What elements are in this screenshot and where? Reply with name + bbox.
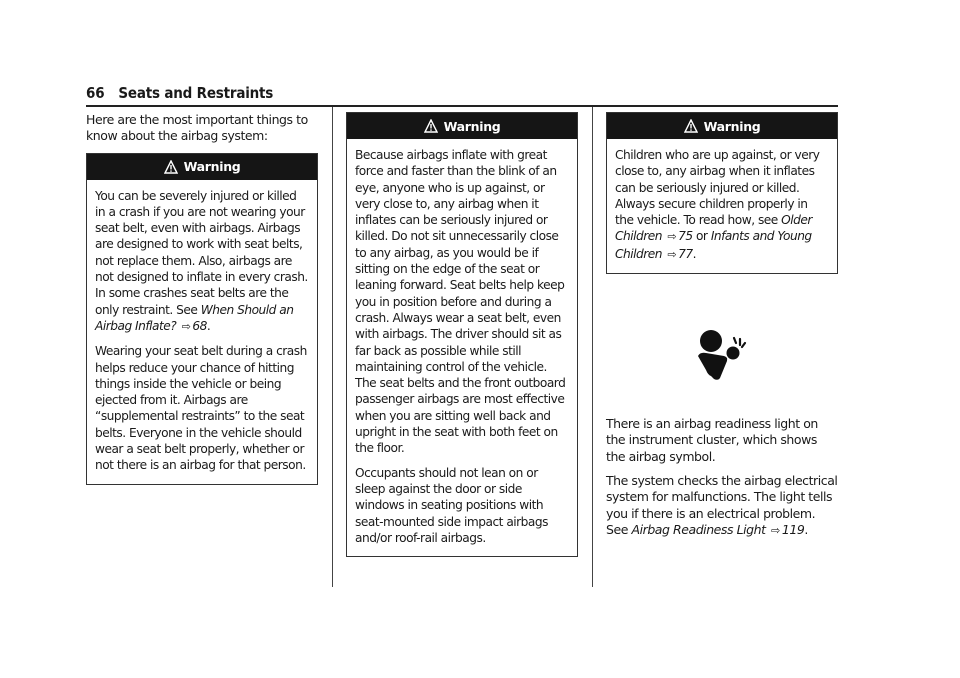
intro-paragraph: Here are the most important things to know about the airbag system: (86, 112, 308, 144)
warning-triangle-icon (684, 119, 698, 133)
airbag-readiness-icon (694, 326, 750, 382)
warning-title: Warning (443, 118, 501, 134)
body-paragraph: The system checks the airbag electrical system for malfunctions. The light tells you if there is an electrical problem. See Airbag Readiness Light ⇨ 119. (606, 472, 838, 537)
warning-triangle-icon (164, 160, 178, 174)
page-header (86, 84, 273, 102)
page-reference[interactable]: 119 (781, 521, 805, 537)
cross-reference-link[interactable]: Airbag Readiness Light (631, 521, 766, 537)
warning-header (607, 113, 837, 139)
header-rule (86, 105, 838, 107)
page-reference[interactable]: 68 (192, 318, 207, 333)
body-paragraph: There is an airbag readiness light on the instrument cluster, which shows the airbag symbol. (606, 416, 818, 464)
page-number: 66 (86, 84, 105, 102)
page-reference-arrow-icon: ⇨ (667, 230, 677, 244)
warning-paragraph: Wearing your seat belt during a crash helps reduce your chance of hitting things inside the vehicle or being ejected from it. Airbags are “supplemental restraints” to the seat belts. Everyone in the vehicle should wear a seat belt properly, whether or not there is an airbag for that person. (95, 344, 307, 473)
page-reference-arrow-icon: ⇨ (771, 523, 780, 537)
column-2 (346, 112, 578, 567)
warning-paragraph: Children who are up against, or very close to, any airbag when it inflates can be seriously injured or killed. Always secure children properly in the vehicle. To read how, see Older Children ⇨ 75 or Infants and Young Children ⇨ 77. (615, 148, 820, 261)
page-reference-arrow-icon: ⇨ (667, 247, 677, 261)
cross-reference-link[interactable]: When Should an Airbag Inflate? (95, 302, 294, 333)
section-title: Seats and Restraints (118, 84, 274, 102)
warning-box (86, 153, 318, 485)
warning-title: Warning (183, 159, 241, 175)
page-reference[interactable]: 77 (678, 246, 693, 261)
warning-box (606, 112, 838, 274)
cross-reference-link[interactable]: Infants and Young Children (615, 229, 812, 261)
warning-box (346, 112, 578, 557)
column-divider (332, 107, 333, 587)
page-reference-arrow-icon: ⇨ (181, 319, 191, 333)
cross-reference-link[interactable]: Older Children (615, 213, 812, 244)
column-divider (592, 107, 593, 587)
warning-header (347, 113, 577, 139)
column-1 (86, 112, 318, 495)
page-reference[interactable]: 75 (678, 229, 693, 244)
warning-title: Warning (703, 118, 761, 134)
warning-header (87, 154, 317, 180)
warning-triangle-icon (424, 119, 438, 133)
column-3 (606, 112, 838, 547)
warning-paragraph: Occupants should not lean on or sleep against the door or side windows in seating positions with seat-mounted side impact airbags and/or roof-rail airbags. (355, 465, 548, 545)
warning-paragraph: Because airbags inflate with great force and faster than the blink of an eye, anyone who is up against, or very close to, any airbag when it inflates can be seriously injured or killed. Do not sit unnecessarily close to any airbag, as you would be if sitting on the edge of the seat or leaning forward. Seat belts help keep you in position before and during a crash. Always wear a seat belt, even with airbags. The driver should sit as far back as possible while still maintaining control of the vehicle. The seat belts and the front outboard passenger airbags are most effective when you are sitting well back and upright in the seat with both feet on the floor. (355, 148, 566, 456)
warning-paragraph: You can be severely injured or killed in a crash if you are not wearing your seat belt, even with airbags. Airbags are designed to work with seat belts, not replace them. Also, airbags are not designed to inflate in every crash. In some crashes seat belts are the only restraint. See When Should an Airbag Inflate? ⇨ 68. (95, 188, 308, 333)
